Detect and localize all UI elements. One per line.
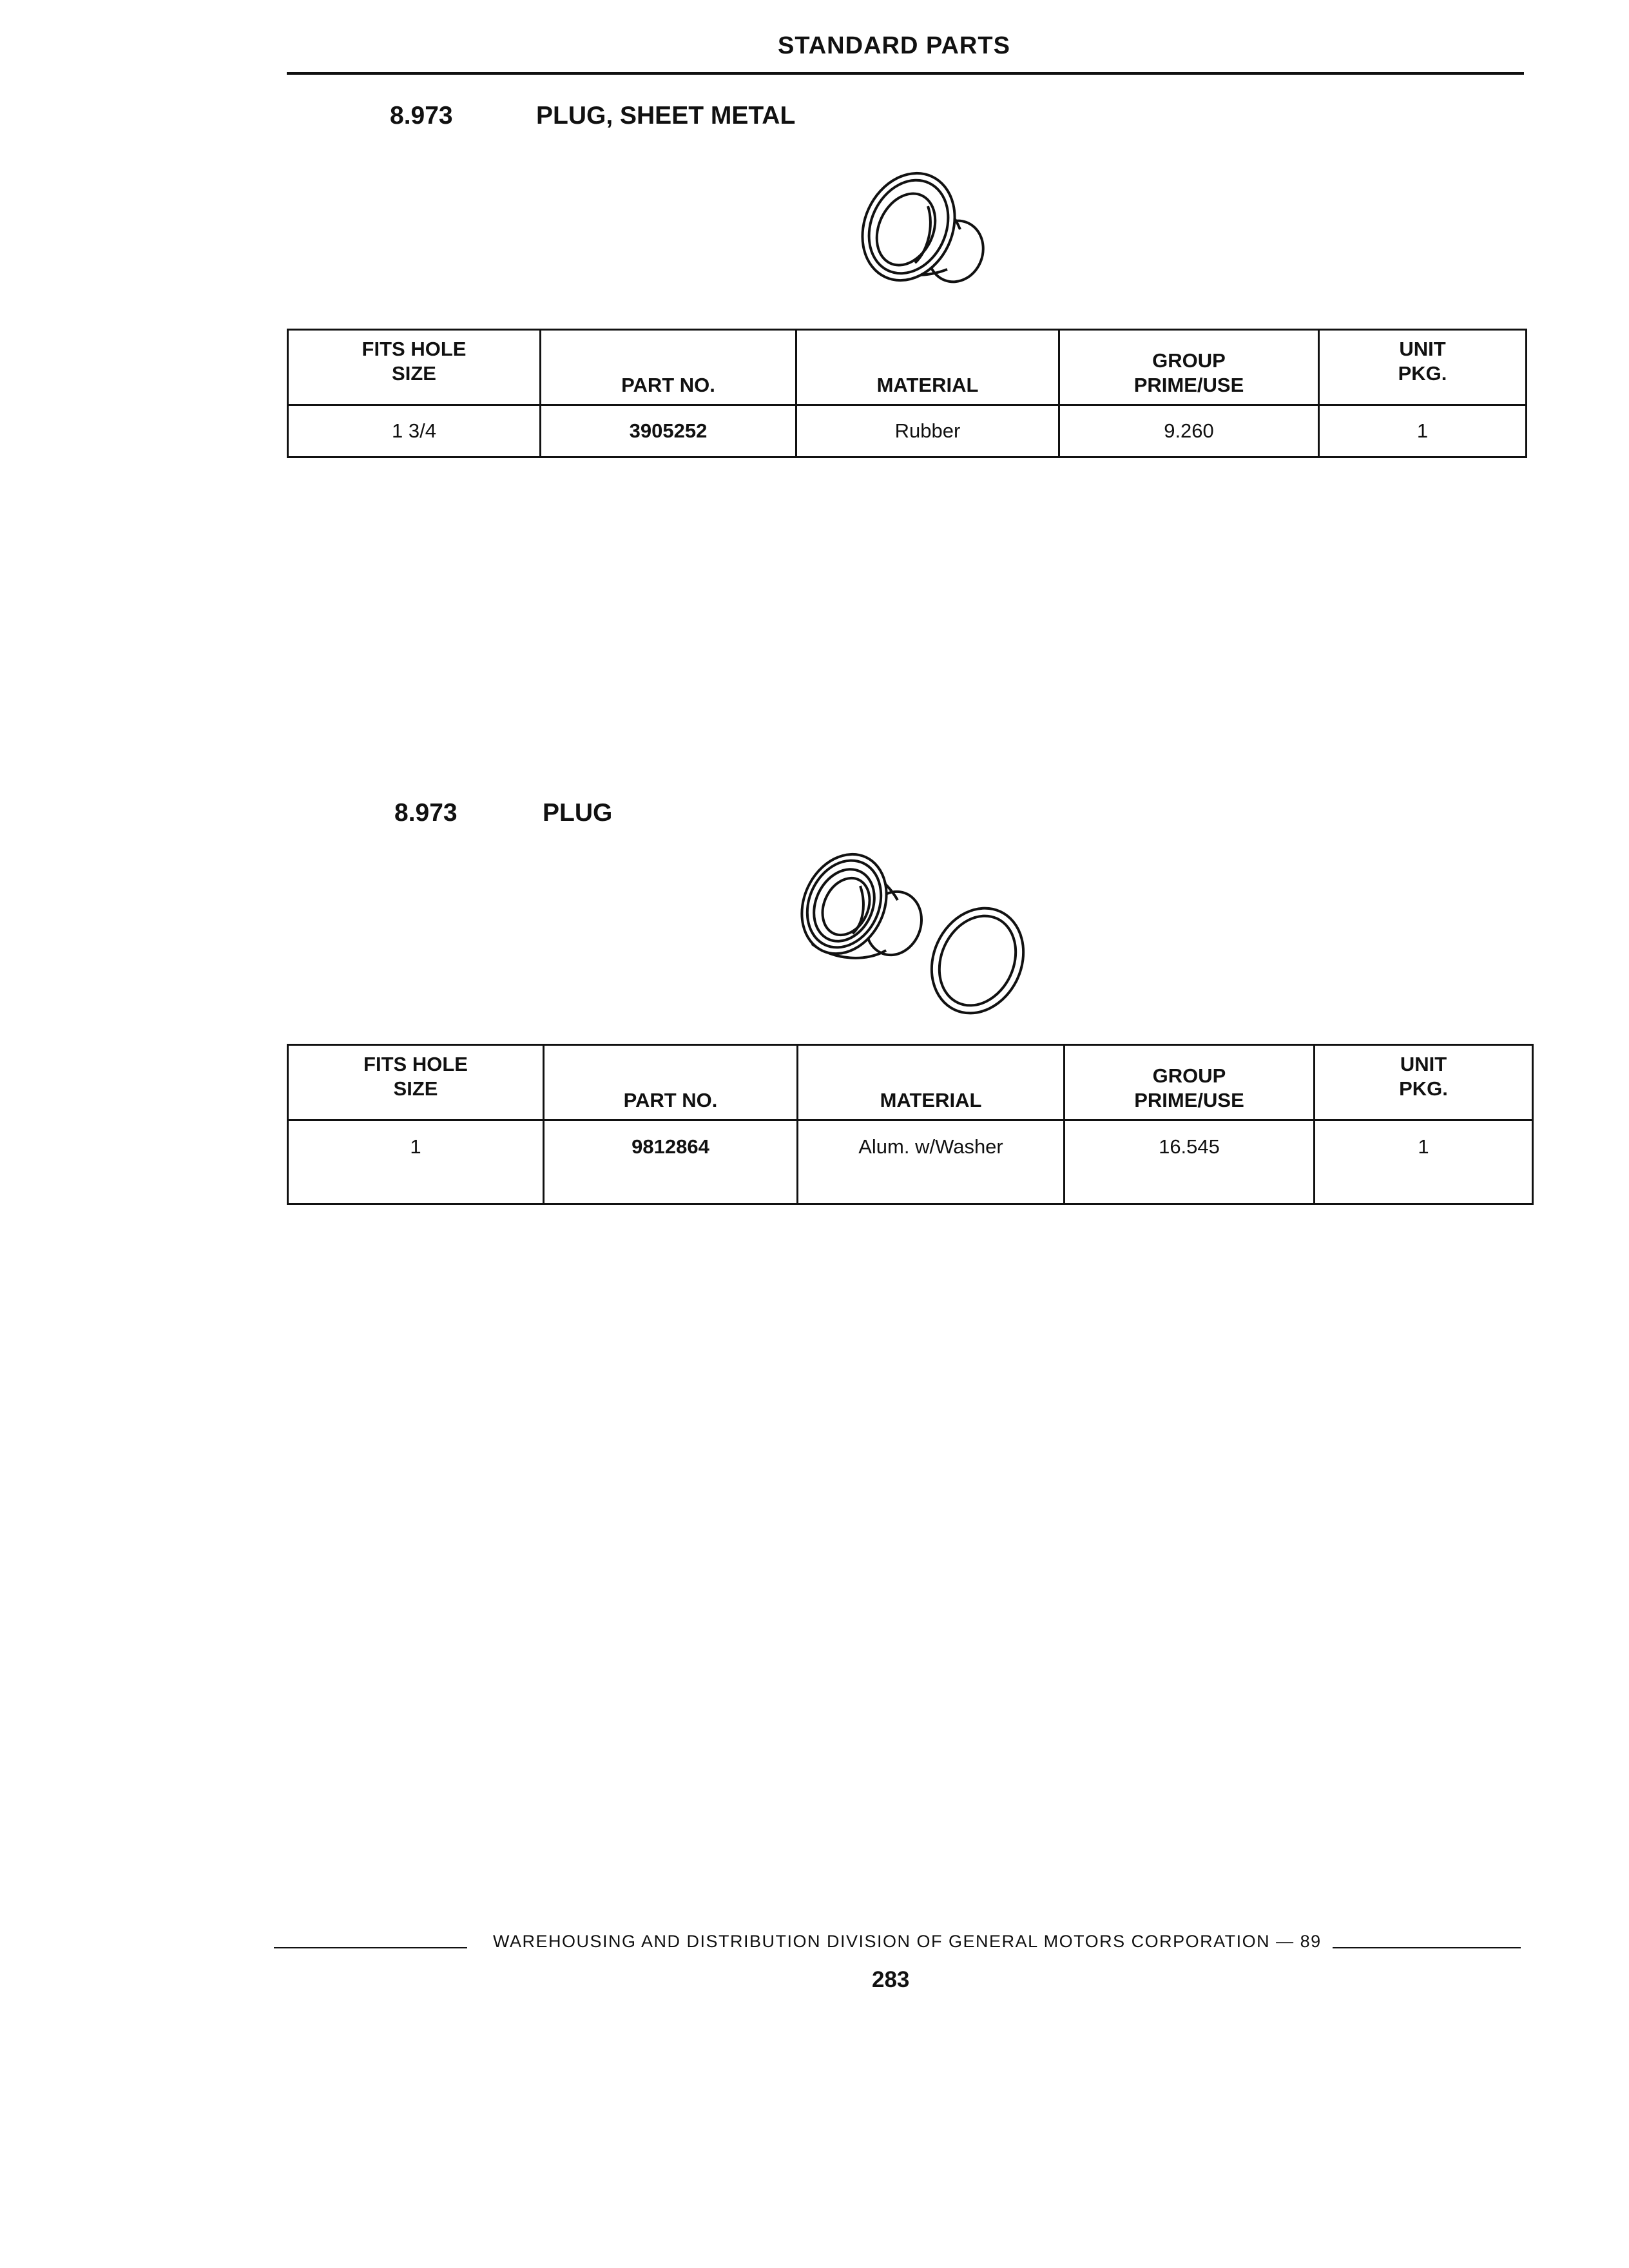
cell-fits-hole-size: 1 3/4	[288, 405, 541, 457]
cell-fits-hole-size: 1	[288, 1120, 544, 1204]
section-1-number: 8.973	[390, 102, 453, 130]
header-divider	[287, 72, 1524, 75]
section-2-number: 8.973	[394, 799, 458, 827]
parts-table-2	[287, 1044, 1534, 1205]
cell-material: Alum. w/Washer	[798, 1120, 1065, 1204]
cell-material: Rubber	[796, 405, 1059, 457]
header-part-no: PART NO.	[541, 330, 796, 405]
header-group-prime-use: GROUP PRIME/USE	[1059, 330, 1319, 405]
header-part-no: PART NO.	[544, 1045, 798, 1120]
section-2-title: PLUG	[543, 799, 613, 827]
page-number: 283	[872, 1967, 910, 1992]
cell-group-prime-use: 16.545	[1065, 1120, 1315, 1204]
page-header-title: STANDARD PARTS	[778, 32, 1010, 59]
header-unit-pkg: UNIT PKG.	[1319, 330, 1527, 405]
header-material: MATERIAL	[798, 1045, 1065, 1120]
footer-text: WAREHOUSING AND DISTRIBUTION DIVISION OF GENERAL MOTORS CORPORATION — 89	[493, 1932, 1322, 1951]
cell-group-prime-use: 9.260	[1059, 405, 1319, 457]
header-fits-hole-size: FITS HOLE SIZE	[288, 1045, 544, 1120]
header-unit-pkg: UNIT PKG.	[1315, 1045, 1533, 1120]
cell-unit-pkg: 1	[1319, 405, 1527, 457]
header-fits-hole-size: FITS HOLE SIZE	[288, 330, 541, 405]
cell-part-no: 9812864	[544, 1120, 798, 1204]
table-row	[288, 405, 1527, 457]
table-header-row	[288, 1045, 1533, 1120]
header-material: MATERIAL	[796, 330, 1059, 405]
footer-rule-right	[1333, 1947, 1521, 1948]
parts-table-1	[287, 329, 1527, 458]
section-1-title: PLUG, SHEET METAL	[536, 102, 796, 130]
sheet-metal-plug-illustration	[838, 155, 1005, 296]
plug-with-washer-illustration	[783, 847, 1041, 1015]
footer-rule-left	[274, 1947, 467, 1948]
table-row	[288, 1120, 1533, 1204]
header-group-prime-use: GROUP PRIME/USE	[1065, 1045, 1315, 1120]
table-header-row	[288, 330, 1527, 405]
cell-part-no: 3905252	[541, 405, 796, 457]
cell-unit-pkg: 1	[1315, 1120, 1533, 1204]
